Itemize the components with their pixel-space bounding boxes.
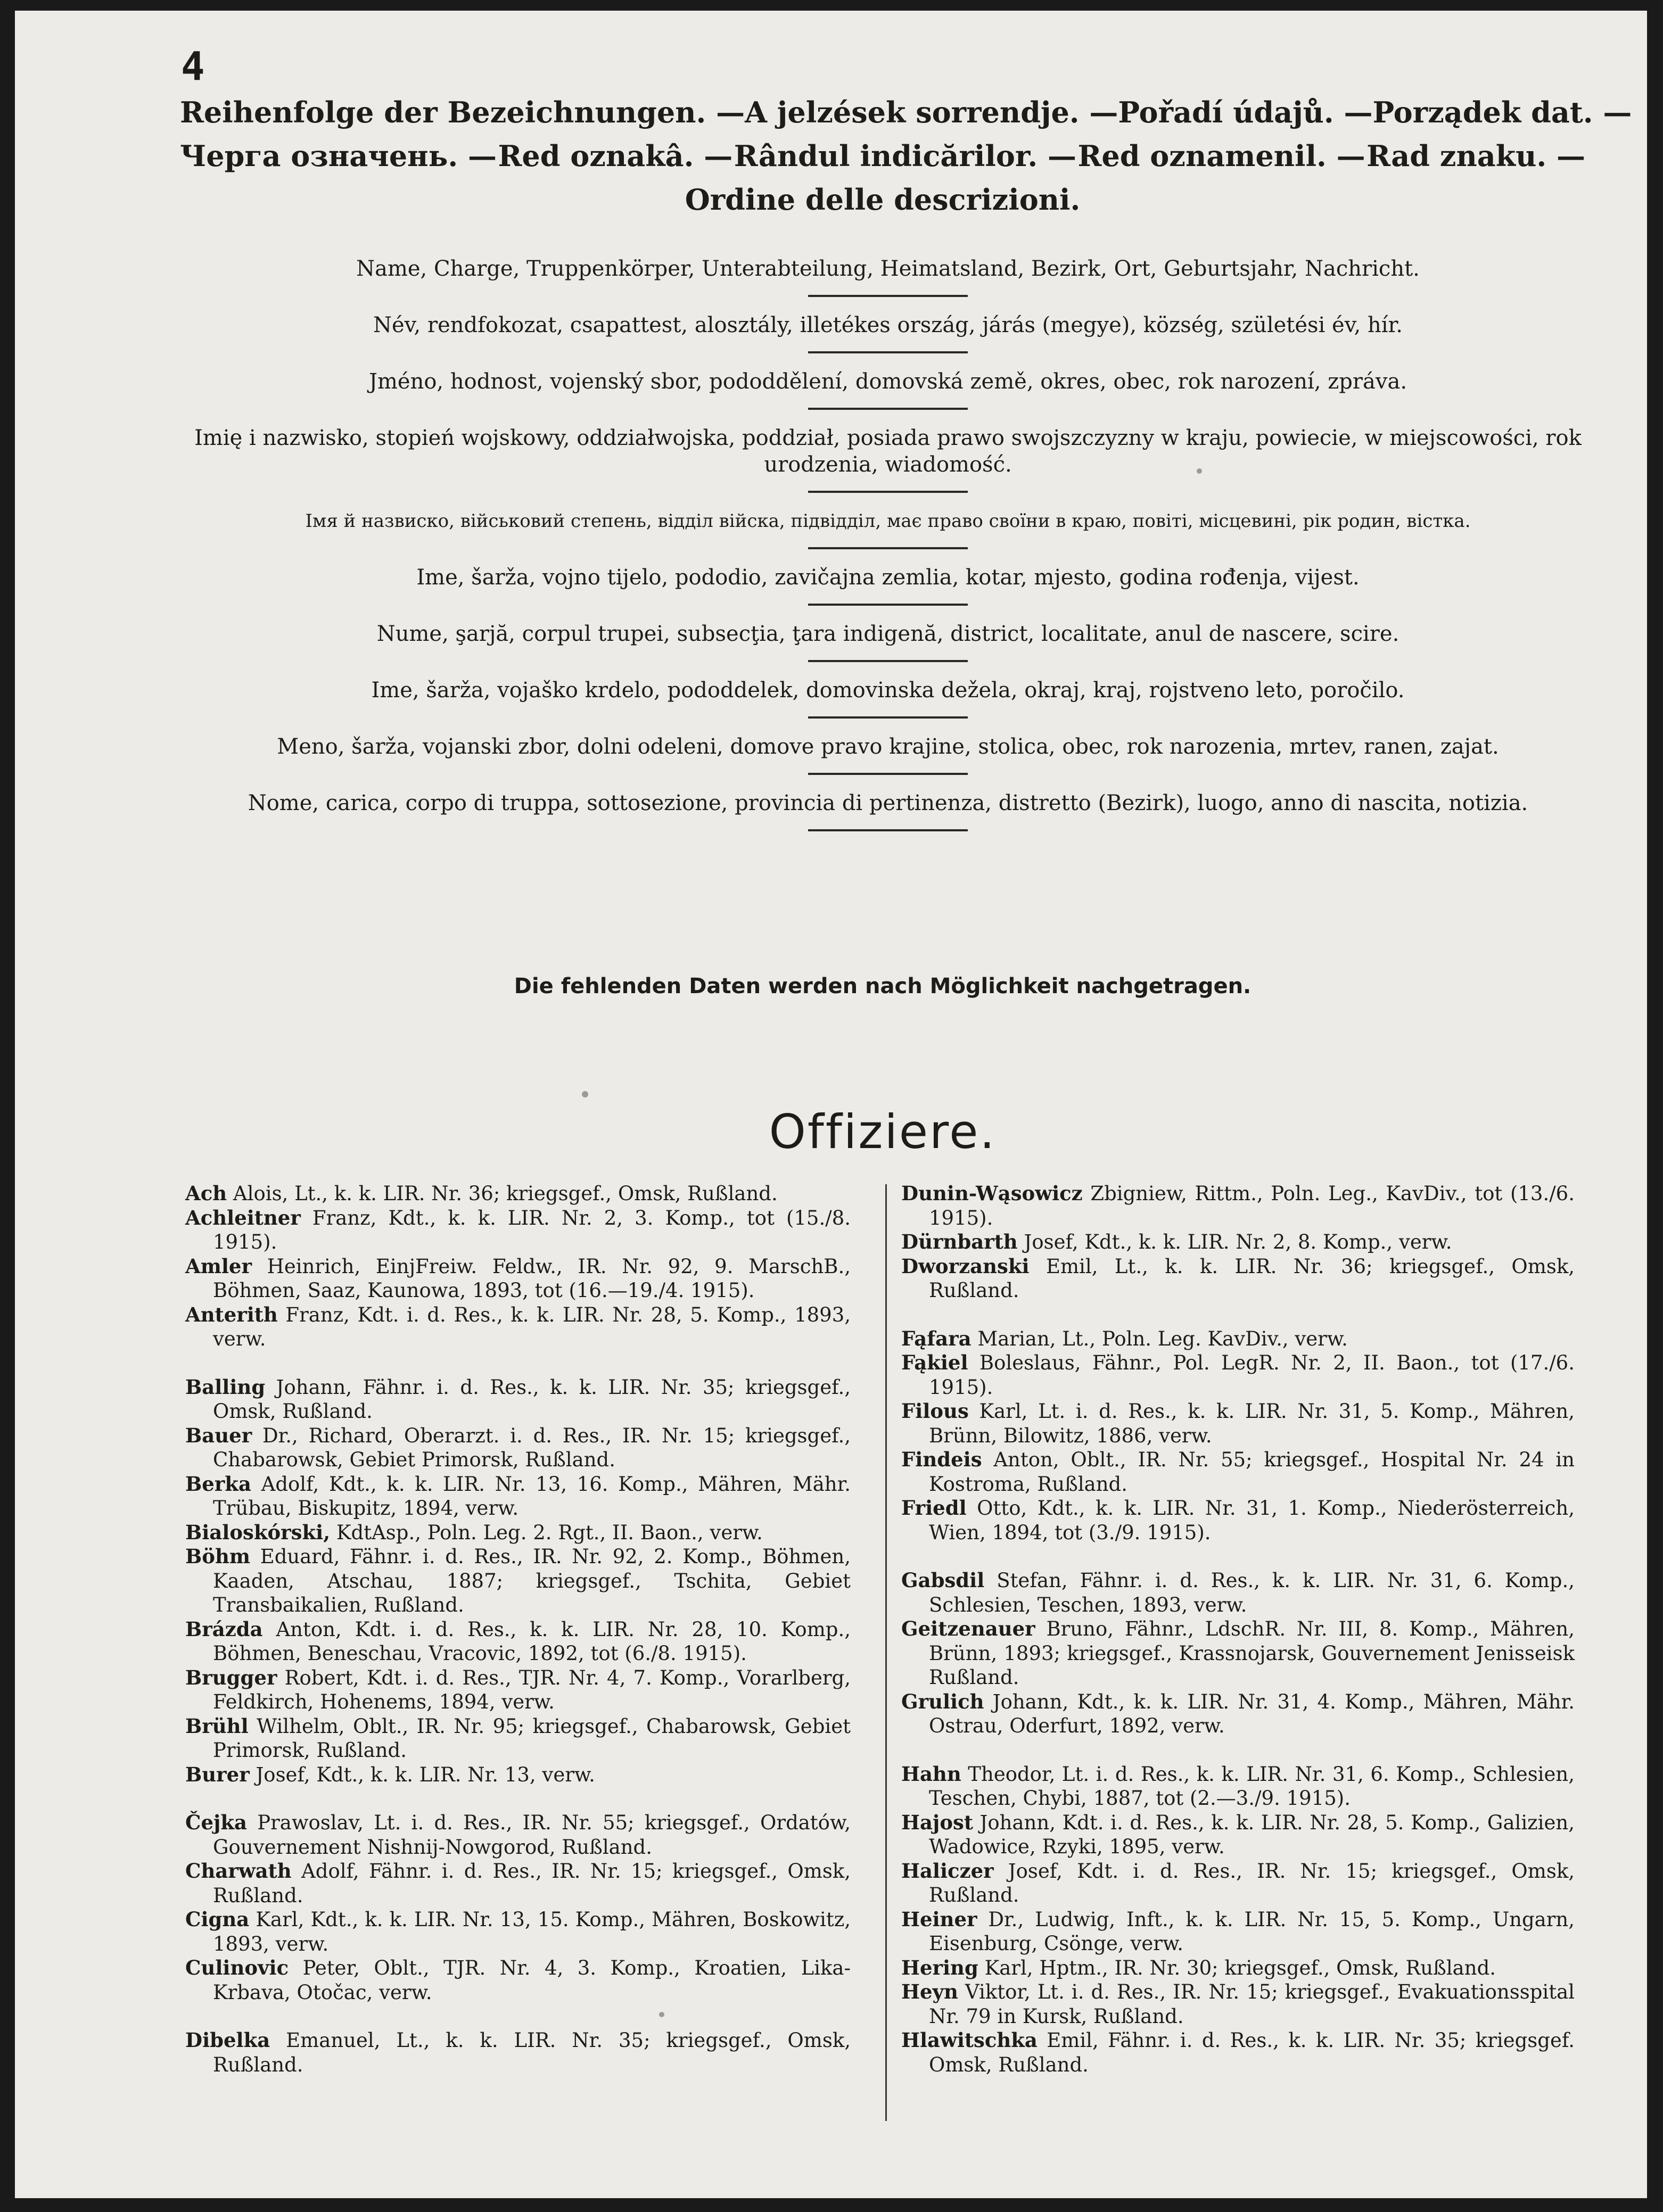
officer-surname: Dürnbarth — [901, 1230, 1018, 1253]
headline — [180, 90, 1632, 221]
officer-entry — [185, 1859, 851, 1908]
officer-surname: Fąfara — [901, 1326, 972, 1350]
officer-surname: Ach — [185, 1182, 227, 1205]
officer-entry — [901, 1327, 1575, 1351]
officer-surname: Heyn — [901, 1980, 958, 2003]
page-number: 4 — [181, 44, 205, 89]
officer-entry — [901, 1980, 1575, 2028]
section-title: Offiziere. — [769, 1104, 997, 1159]
officer-entry — [185, 1206, 851, 1254]
headline-part: Черга означень. — — [180, 139, 497, 173]
officer-details: Wilhelm, Oblt., IR. Nr. 95; kriegsgef., Chabarowsk, Gebiet Primorsk, Rußland. — [213, 1714, 851, 1762]
officer-surname: Brázda — [185, 1617, 263, 1641]
officer-details: Robert, Kdt. i. d. Res., TJR. Nr. 4, 7. Komp., Vorarlberg, Feldkirch, Hohenems, 1894, verw. — [213, 1666, 851, 1713]
officer-details: Theodor, Lt. i. d. Res., k. k. LIR. Nr. 31, 6. Komp., Schlesien, Teschen, Chybi, 1887, tot (2.—3./9. 1915). — [929, 1762, 1575, 1810]
officer-entry — [901, 1908, 1575, 1956]
officer-entry — [901, 1811, 1575, 1859]
divider-rule — [808, 547, 968, 549]
divider-rule — [808, 716, 968, 719]
officer-surname: Culinovic — [185, 1956, 289, 1979]
field-order-list — [169, 255, 1607, 846]
officer-surname: Heiner — [901, 1907, 977, 1931]
officer-surname: Dibelka — [185, 2028, 270, 2052]
headline-line-2 — [180, 134, 1585, 178]
officer-entry — [901, 1182, 1575, 1230]
officer-surname: Amler — [185, 1254, 252, 1278]
officer-entry — [185, 1811, 851, 1859]
divider-rule — [808, 491, 968, 493]
officer-details: Prawoslav, Lt. i. d. Res., IR. Nr. 55; kriegsgef., Ordatów, Gouvernement Nishnij-Nowgorod, Rußland. — [213, 1811, 851, 1859]
paper-speck — [1197, 468, 1202, 474]
officer-details: Peter, Oblt., TJR. Nr. 4, 3. Komp., Kroatien, Lika-Krbava, Otočac, verw. — [213, 1957, 851, 2004]
officer-details: Johann, Fähnr. i. d. Res., k. k. LIR. Nr. 35; kriegsgef., Omsk, Rußland. — [213, 1375, 851, 1423]
officer-entry — [185, 1763, 851, 1787]
officer-details: Karl, Hptm., IR. Nr. 30; kriegsgef., Omsk, Rußland. — [978, 1956, 1496, 1979]
headline-part: Rad znaku. — — [1366, 139, 1585, 173]
headline-part: Reihenfolge der Bezeichnungen. — — [180, 95, 745, 129]
headline-line-1 — [180, 90, 1632, 134]
officer-details: Josef, Kdt. i. d. Res., IR. Nr. 15; kriegsgef., Omsk, Rußland. — [929, 1859, 1575, 1906]
divider-rule — [808, 351, 968, 353]
headline-part: Porządek dat. — — [1372, 95, 1632, 129]
officer-entry — [901, 1859, 1575, 1908]
officer-surname: Hajost — [901, 1810, 973, 1834]
officer-details: Josef, Kdt., k. k. LIR. Nr. 13, verw. — [249, 1763, 595, 1786]
divider-rule — [808, 773, 968, 775]
officer-details: Alois, Lt., k. k. LIR. Nr. 36; kriegsgef., Omsk, Rußland. — [227, 1182, 778, 1205]
headline-part: Rândul indicărilor. — — [734, 139, 1076, 173]
officer-entry — [185, 1424, 851, 1472]
officer-entry — [185, 1254, 851, 1303]
officer-surname: Findeis — [901, 1448, 982, 1471]
officer-details: Emanuel, Lt., k. k. LIR. Nr. 35; kriegsgef., Omsk, Rußland. — [213, 2029, 851, 2076]
officer-surname: Čejka — [185, 1811, 247, 1834]
officer-entry — [185, 1521, 851, 1545]
officer-details: Boleslaus, Fähnr., Pol. LegR. Nr. 2, II. Baon., tot (17./6. 1915). — [929, 1351, 1575, 1399]
field-order-line: Name, Charge, Truppenkörper, Unterabteilung, Heimatsland, Bezirk, Ort, Geburtsjahr, Nachricht. — [356, 257, 1420, 281]
officer-surname: Bauer — [185, 1423, 252, 1447]
officer-surname: Böhm — [185, 1545, 251, 1568]
divider-rule — [808, 604, 968, 606]
officer-surname: Brugger — [185, 1665, 277, 1689]
officer-details: Dr., Ludwig, Inft., k. k. LIR. Nr. 15, 5. Komp., Ungarn, Eisenburg, Csönge, verw. — [929, 1908, 1575, 1955]
officer-surname: Grulich — [901, 1689, 984, 1713]
officer-entry — [185, 2028, 851, 2077]
officer-entry — [901, 2028, 1575, 2077]
headline-part: Ordine delle descrizioni. — [685, 183, 1081, 217]
officer-entry — [185, 1617, 851, 1666]
divider-rule — [808, 408, 968, 410]
missing-data-note: Die fehlenden Daten werden nach Möglichkeit nachgetragen. — [514, 974, 1252, 998]
officer-details: KdtAsp., Poln. Leg. 2. Rgt., II. Baon., verw. — [330, 1521, 763, 1544]
officer-entry — [185, 1303, 851, 1351]
officer-details: Karl, Kdt., k. k. LIR. Nr. 13, 15. Komp., Mähren, Boskowitz, 1893, verw. — [213, 1908, 851, 1955]
officer-details: Adolf, Kdt., k. k. LIR. Nr. 13, 16. Komp., Mähren, Mähr. Trübau, Biskupitz, 1894, verw. — [213, 1472, 851, 1520]
headline-line-3 — [180, 178, 1585, 221]
headline-part: Pořadí údajů. — — [1118, 95, 1373, 129]
officer-entry — [901, 1569, 1575, 1617]
officer-surname: Gabsdil — [901, 1569, 985, 1592]
headline-part: Red oznakâ. — — [498, 139, 733, 173]
officer-surname: Dunin-Wąsowicz — [901, 1182, 1083, 1205]
officer-entry — [185, 1908, 851, 1956]
column-divider — [885, 1184, 887, 2121]
officer-details: Marian, Lt., Poln. Leg. KavDiv., verw. — [971, 1327, 1348, 1350]
officer-entry — [901, 1351, 1575, 1399]
officer-surname: Berka — [185, 1472, 251, 1496]
officer-entry — [185, 1666, 851, 1714]
headline-part: Red oznamenil. — — [1077, 139, 1365, 173]
officer-entry — [185, 1956, 851, 2004]
officer-surname: Anterith — [185, 1302, 278, 1326]
officer-details: Franz, Kdt. i. d. Res., k. k. LIR. Nr. 28, 5. Komp., 1893, verw. — [213, 1303, 851, 1350]
field-order-line: Jméno, hodnost, vojenský sbor, pododdělení, domovská země, okres, obec, rok narození, zpráva. — [368, 369, 1407, 394]
paper-speck — [659, 2012, 664, 2017]
officer-surname: Balling — [185, 1375, 266, 1399]
officer-details: Johann, Kdt. i. d. Res., k. k. LIR. Nr. 28, 5. Komp., Galizien, Wadowice, Rzyki, 1895, verw. — [929, 1811, 1575, 1858]
officer-surname: Hlawitschka — [901, 2028, 1038, 2052]
officer-details: Karl, Lt. i. d. Res., k. k. LIR. Nr. 31, 5. Komp., Mähren, Brünn, Bilowitz, 1886, verw. — [929, 1400, 1575, 1447]
officer-surname: Hahn — [901, 1762, 961, 1786]
officer-details: Bruno, Fähnr., LdschR. Nr. III, 8. Komp., Mähren, Brünn, 1893; kriegsgef., Krassnojarsk, Gouvernement Jenisseisk Rußland. — [929, 1617, 1575, 1689]
officer-entry — [185, 1375, 851, 1424]
officer-surname: Fąkiel — [901, 1351, 968, 1374]
officer-surname: Burer — [185, 1762, 250, 1786]
officer-details: Anton, Oblt., IR. Nr. 55; kriegsgef., Hospital Nr. 24 in Kostroma, Rußland. — [929, 1448, 1575, 1496]
left-column — [185, 1182, 851, 2077]
officer-surname: Geitzenauer — [901, 1617, 1035, 1640]
officer-details: Emil, Fähnr. i. d. Res., k. k. LIR. Nr. 35; kriegsgef. Omsk, Rußland. — [929, 2029, 1575, 2076]
right-column — [901, 1182, 1575, 2077]
officer-surname: Brühl — [185, 1714, 249, 1738]
field-order-line: Név, rendfokozat, csapattest, alosztály, illetékes ország, járás (megye), község, születési év, hír. — [373, 313, 1403, 337]
officer-surname: Bialoskórski, — [185, 1520, 331, 1544]
officer-entry — [185, 1182, 851, 1206]
divider-rule — [808, 829, 968, 831]
officer-entry — [901, 1690, 1575, 1738]
field-order-line: Meno, šarža, vojanski zbor, dolni odeleni, domove pravo krajine, stolica, obec, rok narozenia, mrtev, ranen, zajat. — [277, 734, 1499, 759]
officer-details: Zbigniew, Rittm., Poln. Leg., KavDiv., tot (13./6. 1915). — [929, 1182, 1575, 1229]
officer-details: Viktor, Lt. i. d. Res., IR. Nr. 15; kriegsgef., Evakuationsspital Nr. 79 in Kursk, Rußland. — [929, 1980, 1575, 2028]
officer-entry — [901, 1496, 1575, 1545]
divider-rule — [808, 295, 968, 297]
officer-details: Johann, Kdt., k. k. LIR. Nr. 31, 4. Komp., Mähren, Mähr. Ostrau, Oderfurt, 1892, verw. — [929, 1690, 1575, 1737]
field-order-line: Імя й назвиско, військовий степень, відділ війска, підвідділ, має право своїни в краю, повіті, місцевині, рік родин, вістка. — [305, 510, 1471, 532]
officer-entry — [185, 1472, 851, 1521]
divider-rule — [808, 660, 968, 662]
officer-details: Eduard, Fähnr. i. d. Res., IR. Nr. 92, 2. Komp., Böhmen, Kaaden, Atschau, 1887; kriegsgef., Tschita, Gebiet Transbaikalien, Rußland. — [213, 1545, 851, 1616]
officer-details: Josef, Kdt., k. k. LIR. Nr. 2, 8. Komp., verw. — [1017, 1231, 1452, 1253]
field-order-line: Ime, šarža, vojaško krdelo, pododdelek, domovinska dežela, okraj, kraj, rojstveno leto, poročilo. — [371, 678, 1405, 703]
officer-surname: Cigna — [185, 1908, 250, 1931]
officer-details: Stefan, Fähnr. i. d. Res., k. k. LIR. Nr. 31, 6. Komp., Schlesien, Teschen, 1893, verw. — [929, 1569, 1575, 1616]
headline-part: A jelzések sorrendje. — — [745, 95, 1118, 129]
officer-details: Anton, Kdt. i. d. Res., k. k. LIR. Nr. 28, 10. Komp., Böhmen, Beneschau, Vracovic, 1892, tot (6./8. 1915). — [213, 1617, 851, 1665]
officer-entry — [901, 1448, 1575, 1496]
officer-details: Adolf, Fähnr. i. d. Res., IR. Nr. 15; kriegsgef., Omsk, Rußland. — [213, 1860, 851, 1907]
officer-surname: Haliczer — [901, 1859, 994, 1883]
officer-surname: Charwath — [185, 1859, 292, 1883]
officer-entry — [901, 1399, 1575, 1448]
officer-surname: Achleitner — [185, 1206, 301, 1229]
officer-surname: Hering — [901, 1955, 978, 1979]
officer-entry — [901, 1762, 1575, 1811]
officer-entry — [901, 1254, 1575, 1303]
field-order-line: Nume, şarjă, corpul trupei, subsecţia, ţara indigenă, district, localitate, anul de nascere, scire. — [376, 622, 1399, 646]
officer-entry — [185, 1714, 851, 1763]
officer-details: Otto, Kdt., k. k. LIR. Nr. 31, 1. Komp., Niederösterreich, Wien, 1894, tot (3./9. 1915). — [929, 1497, 1575, 1544]
document-page — [15, 11, 1647, 2198]
officer-surname: Filous — [901, 1399, 969, 1423]
officer-details: Heinrich, EinjFreiw. Feldw., IR. Nr. 92, 9. MarschB., Böhmen, Saaz, Kaunowa, 1893, tot (16.—19./4. 1915). — [213, 1254, 851, 1302]
officer-details: Dr., Richard, Oberarzt. i. d. Res., IR. Nr. 15; kriegsgef., Chabarowsk, Gebiet Primorsk, Rußland. — [213, 1424, 851, 1471]
field-order-line: Nome, carica, corpo di truppa, sottosezione, provincia di pertinenza, distretto (Bezirk), luogo, anno di nascita, notizia. — [248, 791, 1528, 815]
paper-speck — [582, 1091, 588, 1097]
field-order-line: Imię i nazwisko, stopień wojskowy, oddziałwojska, poddział, posiada prawo swojszczyzny w kraju, powiecie, w miejscowości, rok urodzenia, wiadomość. — [194, 426, 1582, 477]
officer-entry — [901, 1956, 1575, 1980]
officer-details: Franz, Kdt., k. k. LIR. Nr. 2, 3. Komp., tot (15./8. 1915). — [213, 1206, 851, 1253]
officer-surname: Friedl — [901, 1496, 967, 1520]
officer-entry — [901, 1617, 1575, 1690]
officer-surname: Dworzanski — [901, 1254, 1030, 1278]
officer-details: Emil, Lt., k. k. LIR. Nr. 36; kriegsgef., Omsk, Rußland. — [929, 1254, 1575, 1302]
officer-entry — [901, 1230, 1575, 1254]
field-order-line: Ime, šarža, vojno tijelo, pododio, zavičajna zemlia, kotar, mjesto, godina rođenja, vijest. — [416, 565, 1360, 590]
officer-entry — [185, 1545, 851, 1617]
